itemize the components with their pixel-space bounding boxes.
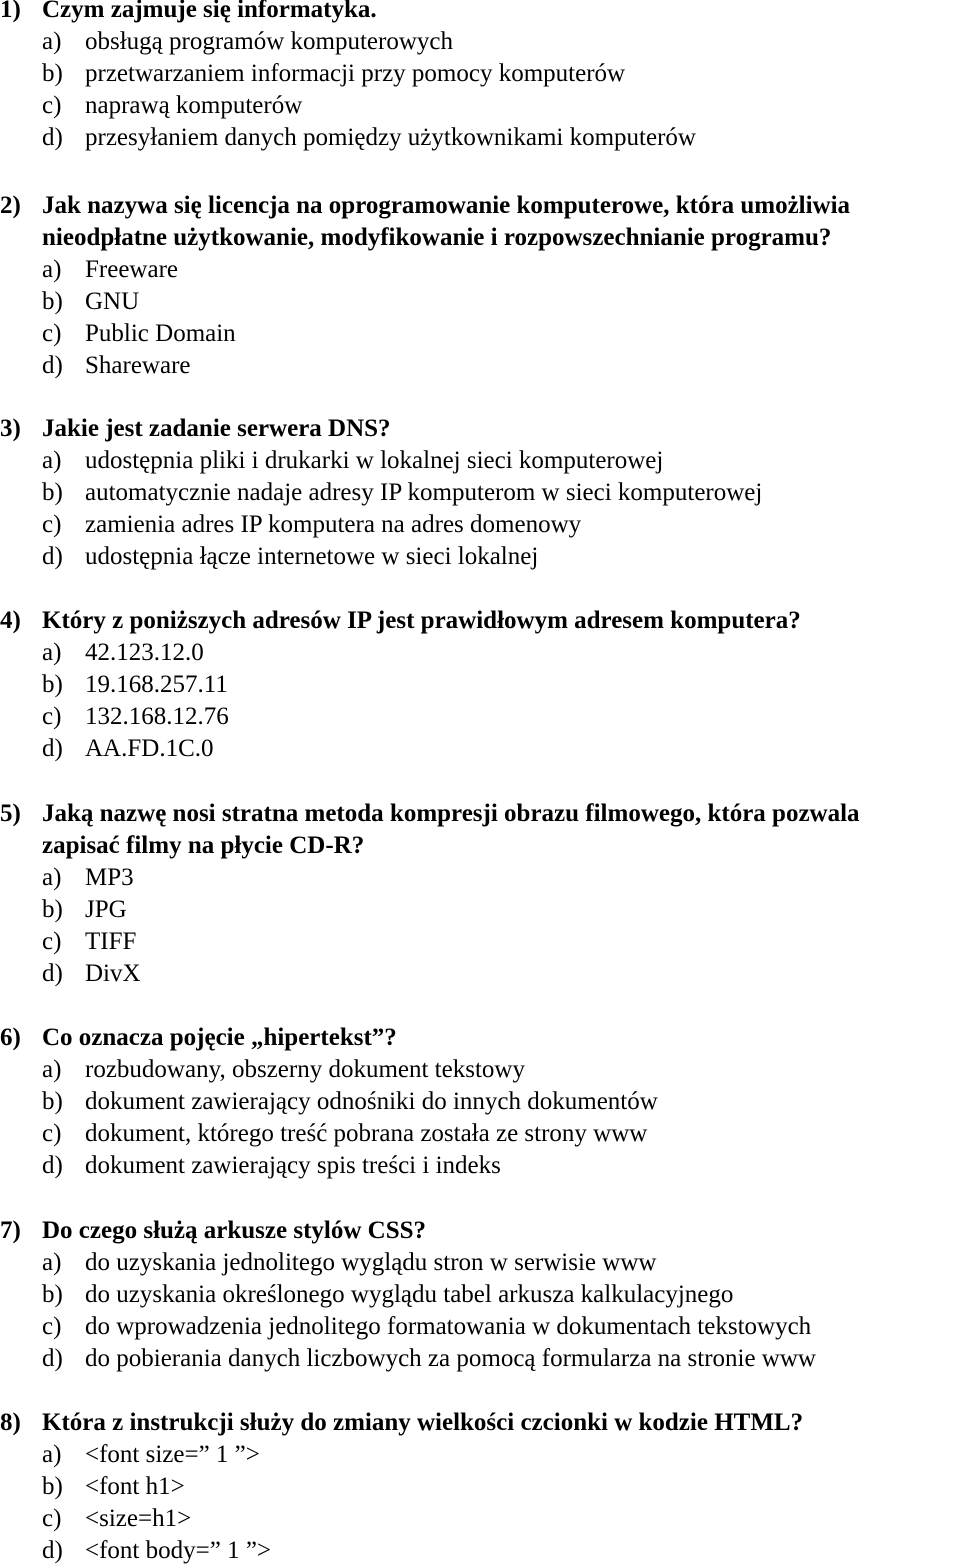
option-text: GNU — [85, 288, 140, 315]
option-text: <size=h1> — [85, 1505, 192, 1532]
answer-option-b — [0, 1279, 960, 1311]
option-letter: c) — [42, 703, 62, 730]
option-text: Freeware — [85, 256, 178, 283]
question-4 — [0, 605, 960, 765]
option-text: <font h1> — [85, 1473, 185, 1500]
option-letter: a) — [42, 1249, 62, 1276]
answer-option-a — [0, 1439, 960, 1471]
question-text — [0, 1215, 960, 1247]
option-letter: d) — [42, 1537, 63, 1564]
answer-option-a — [0, 862, 960, 894]
answer-option-b — [0, 286, 960, 318]
option-letter: a) — [42, 447, 62, 474]
option-text: automatycznie nadaje adresy IP komputerom w sieci komputerowej — [85, 479, 763, 506]
answer-option-c — [0, 90, 960, 122]
option-letter: d) — [42, 735, 63, 762]
question-text — [0, 605, 960, 637]
question-number: 6) — [0, 1024, 21, 1051]
option-letter: c) — [42, 1313, 62, 1340]
answer-option-d — [0, 1343, 960, 1375]
option-text: MP3 — [85, 864, 134, 891]
option-text: dokument, którego treść pobrana została ze strony www — [85, 1120, 648, 1147]
option-text: Shareware — [85, 352, 191, 379]
option-letter: d) — [42, 960, 63, 987]
answer-option-c — [0, 926, 960, 958]
option-text: przetwarzaniem informacji przy pomocy komputerów — [85, 60, 626, 87]
question-text-line: Do czego służą arkusze stylów CSS? — [42, 1217, 427, 1244]
answer-option-a — [0, 254, 960, 286]
answer-option-d — [0, 1535, 960, 1567]
option-text: dokument zawierający odnośniki do innych dokumentów — [85, 1088, 658, 1115]
answer-option-b — [0, 894, 960, 926]
option-text: dokument zawierający spis treści i indeks — [85, 1152, 501, 1179]
question-text-line: Która z instrukcji służy do zmiany wielkości czcionki w kodzie HTML? — [42, 1409, 804, 1436]
option-letter: d) — [42, 543, 63, 570]
option-text: obsługą programów komputerowych — [85, 28, 453, 55]
option-text: AA.FD.1C.0 — [85, 735, 214, 762]
question-2 — [0, 190, 960, 382]
answer-option-d — [0, 958, 960, 990]
question-text-continued — [0, 830, 960, 862]
question-text — [0, 1022, 960, 1054]
question-text-line: Czym zajmuje się informatyka. — [42, 0, 377, 23]
option-text: przesyłaniem danych pomiędzy użytkownikami komputerów — [85, 124, 696, 151]
question-number: 2) — [0, 192, 21, 219]
answer-option-a — [0, 1247, 960, 1279]
question-text-line: Jak nazywa się licencja na oprogramowanie komputerowe, która umożliwia — [42, 192, 851, 219]
option-letter: d) — [42, 1152, 63, 1179]
option-letter: b) — [42, 1473, 63, 1500]
option-letter: c) — [42, 1505, 62, 1532]
option-letter: c) — [42, 1120, 62, 1147]
answer-option-b — [0, 58, 960, 90]
option-text: do uzyskania jednolitego wyglądu stron w serwisie www — [85, 1249, 657, 1276]
option-letter: d) — [42, 1345, 63, 1372]
option-text: <font body=” 1 ”> — [85, 1537, 272, 1564]
question-text-line: zapisać filmy na płycie CD-R? — [42, 832, 365, 859]
question-number: 3) — [0, 415, 21, 442]
answer-option-a — [0, 637, 960, 669]
option-letter: c) — [42, 92, 62, 119]
option-letter: d) — [42, 124, 63, 151]
answer-option-a — [0, 445, 960, 477]
option-text: zamienia adres IP komputera na adres domenowy — [85, 511, 582, 538]
answer-option-b — [0, 477, 960, 509]
answer-option-d — [0, 1150, 960, 1182]
option-letter: a) — [42, 864, 62, 891]
option-text: <font size=” 1 ”> — [85, 1441, 260, 1468]
question-8 — [0, 1407, 960, 1567]
option-text: do wprowadzenia jednolitego formatowania w dokumentach tekstowych — [85, 1313, 812, 1340]
answer-option-a — [0, 1054, 960, 1086]
option-letter: a) — [42, 256, 62, 283]
option-text: do pobierania danych liczbowych za pomocą formularza na stronie www — [85, 1345, 816, 1372]
question-5 — [0, 798, 960, 990]
option-text: 132.168.12.76 — [85, 703, 229, 730]
option-text: naprawą komputerów — [85, 92, 303, 119]
option-letter: b) — [42, 288, 63, 315]
option-letter: a) — [42, 639, 62, 666]
option-text: 42.123.12.0 — [85, 639, 204, 666]
question-3 — [0, 413, 960, 573]
answer-option-b — [0, 1086, 960, 1118]
question-text — [0, 413, 960, 445]
question-number: 8) — [0, 1409, 21, 1436]
question-number: 7) — [0, 1217, 21, 1244]
option-letter: d) — [42, 352, 63, 379]
option-letter: b) — [42, 896, 63, 923]
answer-option-b — [0, 669, 960, 701]
answer-option-b — [0, 1471, 960, 1503]
option-text: do uzyskania określonego wyglądu tabel arkusza kalkulacyjnego — [85, 1281, 734, 1308]
question-text-line: Jaką nazwę nosi stratna metoda kompresji obrazu filmowego, która pozwala — [42, 800, 860, 827]
option-text: JPG — [85, 896, 127, 923]
option-text: rozbudowany, obszerny dokument tekstowy — [85, 1056, 525, 1083]
question-6 — [0, 1022, 960, 1182]
option-letter: c) — [42, 511, 62, 538]
question-text-line: nieodpłatne użytkowanie, modyfikowanie i rozpowszechnianie programu? — [42, 224, 832, 251]
option-letter: b) — [42, 1281, 63, 1308]
question-text-line: Który z poniższych adresów IP jest prawidłowym adresem komputera? — [42, 607, 801, 634]
option-text: 19.168.257.11 — [85, 671, 228, 698]
option-letter: a) — [42, 1441, 62, 1468]
answer-option-c — [0, 1118, 960, 1150]
answer-option-c — [0, 318, 960, 350]
option-letter: a) — [42, 1056, 62, 1083]
question-text — [0, 0, 960, 26]
answer-option-c — [0, 1311, 960, 1343]
question-1 — [0, 0, 960, 154]
question-text-continued — [0, 222, 960, 254]
answer-option-d — [0, 541, 960, 573]
option-letter: c) — [42, 320, 62, 347]
question-number: 4) — [0, 607, 21, 634]
answer-option-c — [0, 701, 960, 733]
question-text — [0, 798, 960, 830]
question-text — [0, 1407, 960, 1439]
question-text-line: Jakie jest zadanie serwera DNS? — [42, 415, 391, 442]
option-text: TIFF — [85, 928, 137, 955]
option-letter: c) — [42, 928, 62, 955]
answer-option-d — [0, 733, 960, 765]
answer-option-a — [0, 26, 960, 58]
question-7 — [0, 1215, 960, 1375]
question-number: 5) — [0, 800, 21, 827]
option-text: udostępnia pliki i drukarki w lokalnej sieci komputerowej — [85, 447, 664, 474]
option-letter: a) — [42, 28, 62, 55]
option-text: Public Domain — [85, 320, 236, 347]
option-text: udostępnia łącze internetowe w sieci lokalnej — [85, 543, 539, 570]
question-text-line: Co oznacza pojęcie „hipertekst”? — [42, 1024, 397, 1051]
question-text — [0, 190, 960, 222]
answer-option-c — [0, 509, 960, 541]
answer-option-c — [0, 1503, 960, 1535]
answer-option-d — [0, 350, 960, 382]
option-letter: b) — [42, 671, 63, 698]
question-number: 1) — [0, 0, 21, 23]
option-letter: b) — [42, 479, 63, 506]
option-text: DivX — [85, 960, 141, 987]
option-letter: b) — [42, 1088, 63, 1115]
option-letter: b) — [42, 60, 63, 87]
answer-option-d — [0, 122, 960, 154]
